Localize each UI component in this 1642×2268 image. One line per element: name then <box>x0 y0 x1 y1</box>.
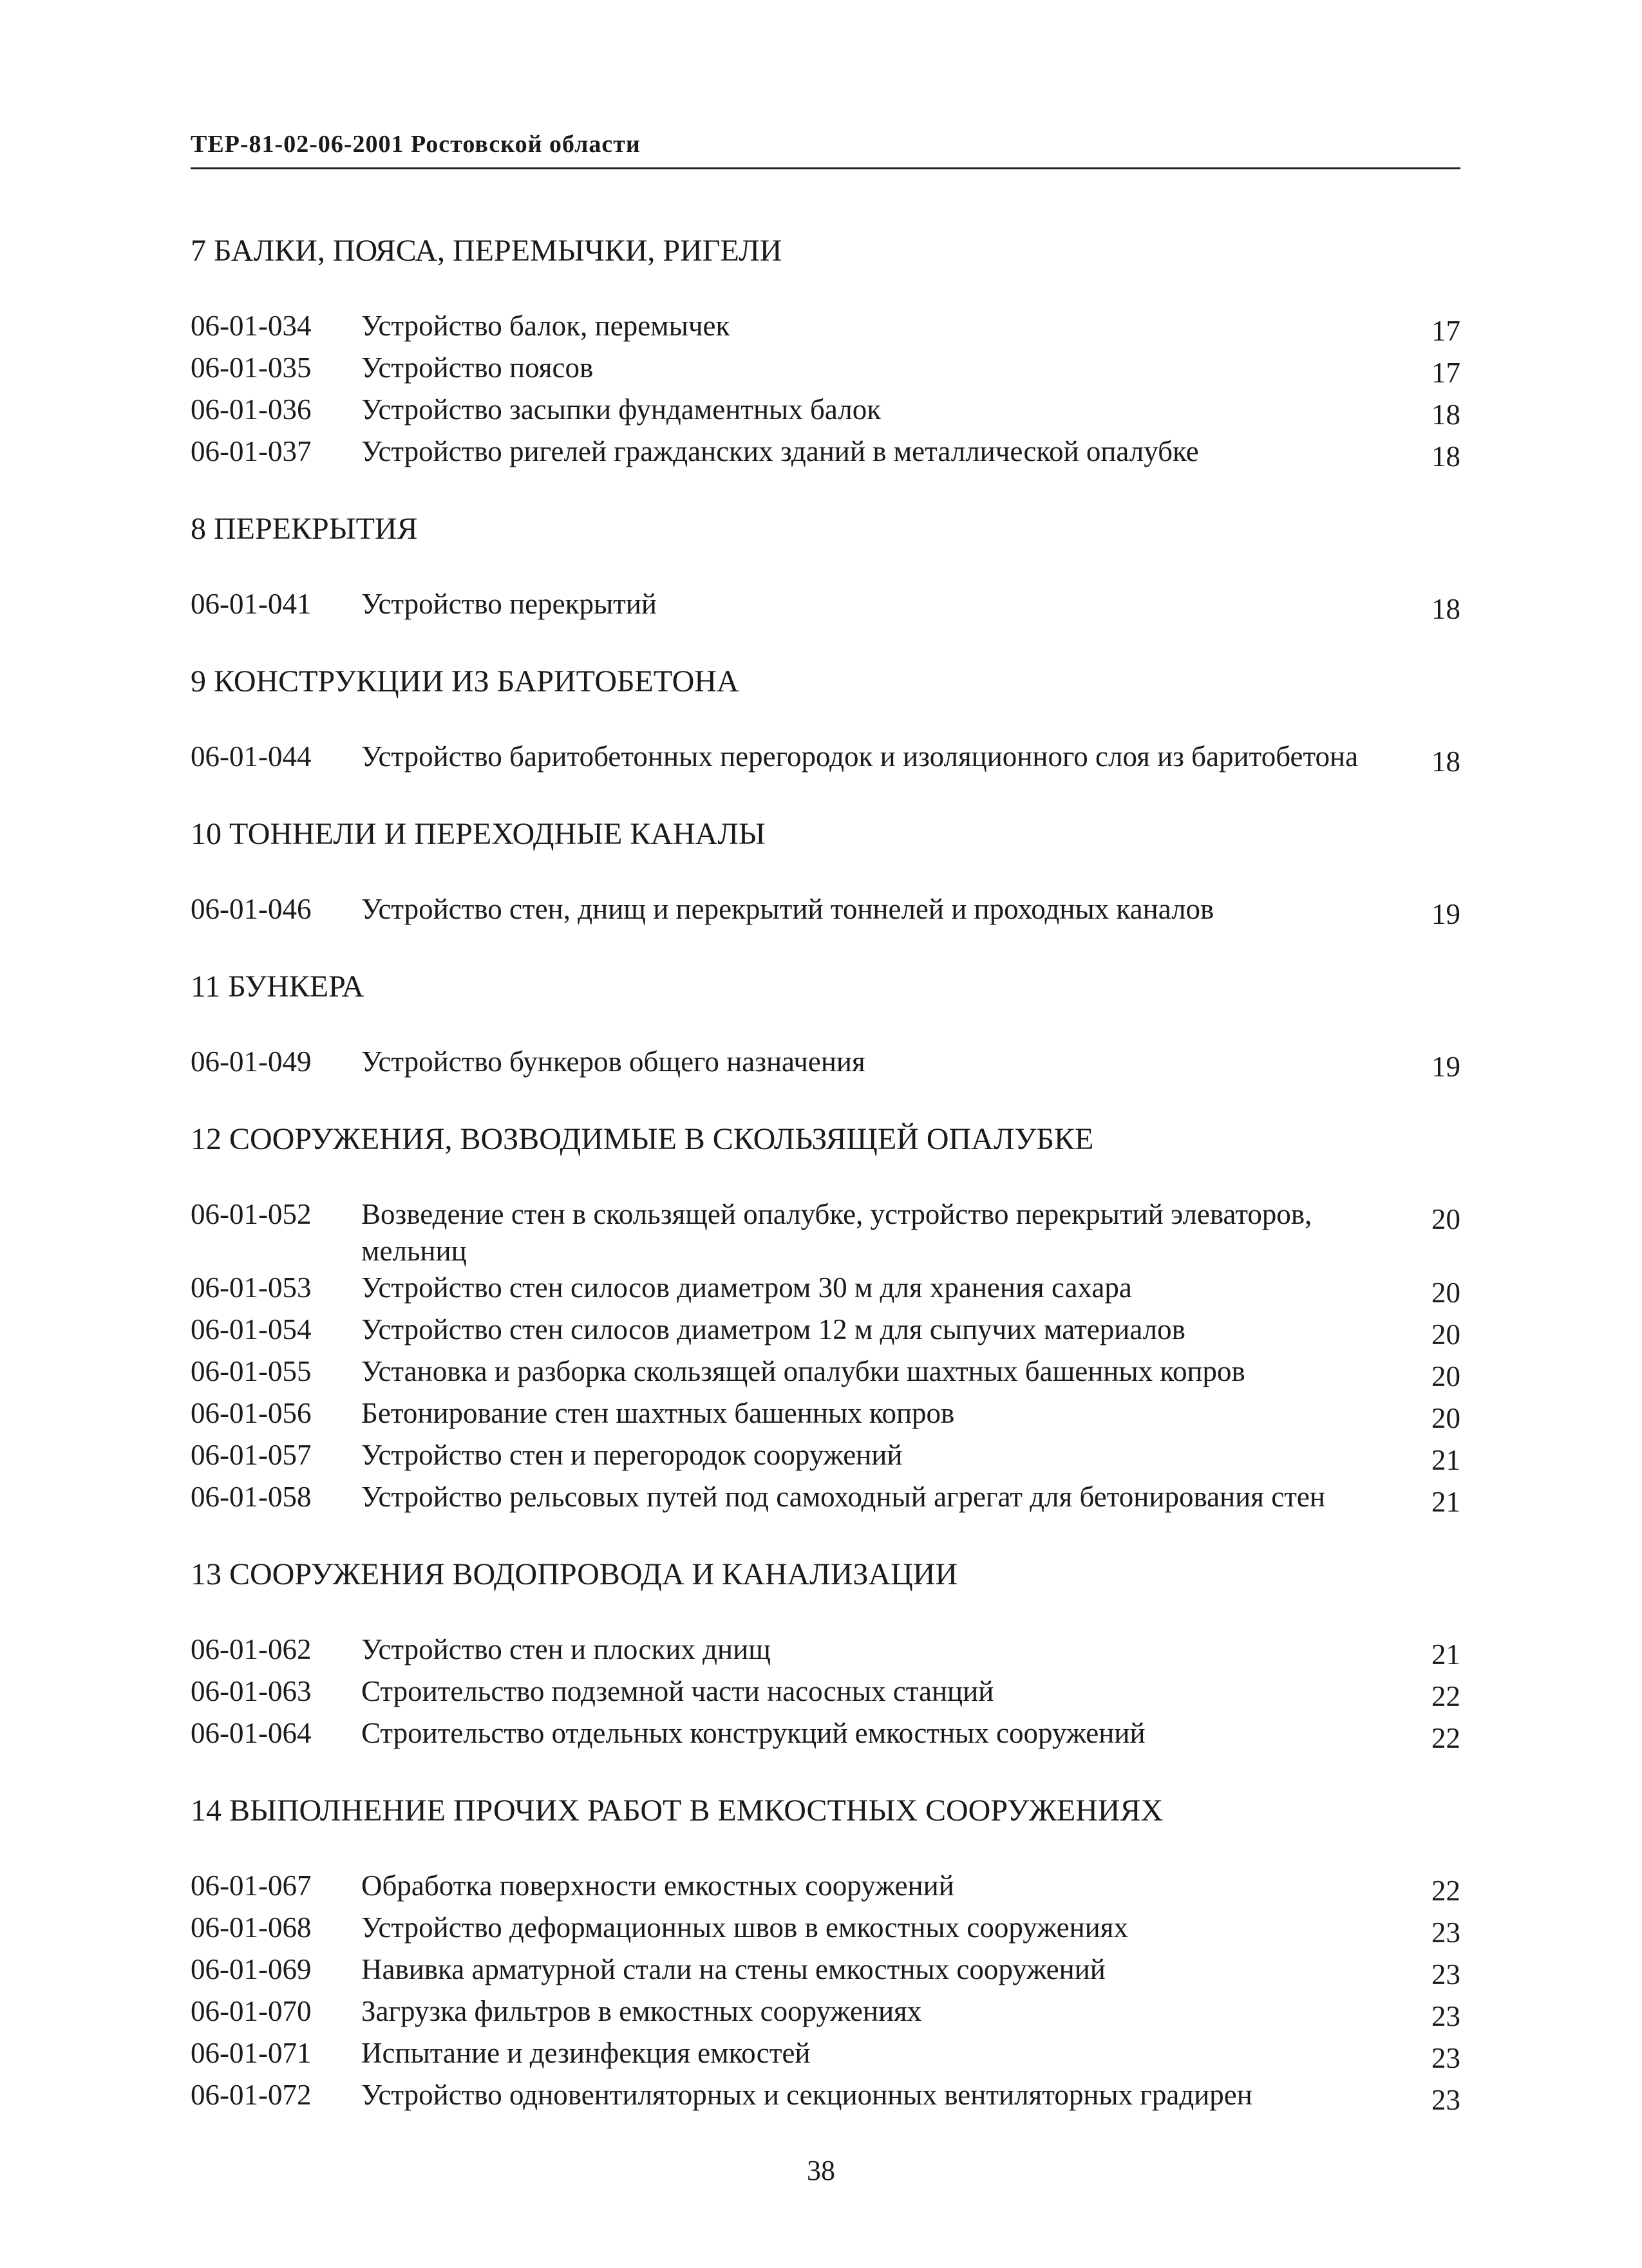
toc-code: 06-01-035 <box>191 351 312 384</box>
toc-title: Загрузка фильтров в емкостных сооружениях <box>361 1995 922 2027</box>
toc-page: 17 <box>1431 315 1460 347</box>
toc-code: 06-01-070 <box>191 1995 312 2027</box>
toc-row <box>191 1196 1460 1270</box>
toc-title: Устройство стен силосов диаметром 30 м для хранения сахара <box>361 1271 1132 1304</box>
toc-row <box>191 1673 1460 1715</box>
toc-row <box>191 433 1460 475</box>
toc-code: 06-01-037 <box>191 435 312 467</box>
toc-page: 20 <box>1431 1203 1460 1235</box>
toc-code: 06-01-072 <box>191 2079 312 2111</box>
toc-row <box>191 1951 1460 1993</box>
toc-title: Обработка поверхности емкостных сооружений <box>361 1870 954 1902</box>
section-rows <box>191 586 1460 628</box>
toc-title: Устройство стен силосов диаметром 12 м для сыпучих материалов <box>361 1313 1185 1345</box>
toc-page: 21 <box>1431 1638 1460 1671</box>
toc-row <box>191 1715 1460 1757</box>
section-title: 9 КОНСТРУКЦИИ ИЗ БАРИТОБЕТОНА <box>191 664 739 698</box>
section-title: 8 ПЕРЕКРЫТИЯ <box>191 512 418 546</box>
toc-code: 06-01-053 <box>191 1271 312 1304</box>
section-rows <box>191 738 1460 780</box>
toc-code: 06-01-062 <box>191 1633 312 1665</box>
toc-title: Устройство балок, перемычек <box>361 310 730 342</box>
toc-page: 20 <box>1431 1402 1460 1434</box>
toc-page: 23 <box>1431 1917 1460 1949</box>
toc-page: 23 <box>1431 2084 1460 2116</box>
toc-title: Устройство стен и плоских днищ <box>361 1633 771 1665</box>
toc-code: 06-01-069 <box>191 1953 312 1985</box>
toc-title: Устройство засыпки фундаментных балок <box>361 393 882 426</box>
toc-title: Устройство ригелей гражданских зданий в металлической опалубке <box>361 435 1199 467</box>
toc-page: 23 <box>1431 1958 1460 1991</box>
toc-title: Устройство перекрытий <box>361 588 657 620</box>
toc-title: Устройство стен, днищ и перекрытий тоннелей и проходных каналов <box>361 893 1214 925</box>
toc-title: Бетонирование стен шахтных башенных копров <box>361 1397 955 1429</box>
section-title: 13 СООРУЖЕНИЯ ВОДОПРОВОДА И КАНАЛИЗАЦИИ <box>191 1557 958 1591</box>
section-rows <box>191 308 1460 475</box>
toc-code: 06-01-058 <box>191 1481 312 1513</box>
toc-page: 20 <box>1431 1277 1460 1309</box>
toc-row <box>191 2077 1460 2119</box>
toc-row <box>191 391 1460 433</box>
toc-page: 20 <box>1431 1360 1460 1392</box>
header-title: ТЕР-81-02-06-2001 Ростовской области <box>191 131 641 158</box>
section-title: 7 БАЛКИ, ПОЯСА, ПЕРЕМЫЧКИ, РИГЕЛИ <box>191 234 782 268</box>
toc-row <box>191 1993 1460 2035</box>
toc-title: Испытание и дезинфекция емкостей <box>361 2037 811 2069</box>
toc-code: 06-01-036 <box>191 393 312 426</box>
toc-page: 21 <box>1431 1486 1460 1518</box>
toc-section <box>191 968 1460 1085</box>
toc-row <box>191 350 1460 391</box>
section-title: 11 БУНКЕРА <box>191 970 364 1004</box>
toc-page: 18 <box>1431 440 1460 473</box>
toc-page: 23 <box>1431 2000 1460 2032</box>
toc-code: 06-01-068 <box>191 1911 312 1944</box>
section-title: 12 СООРУЖЕНИЯ, ВОЗВОДИМЫЕ В СКОЛЬЗЯЩЕЙ ОПАЛУБКЕ <box>191 1122 1094 1156</box>
toc-title: Устройство бункеров общего назначения <box>361 1045 865 1078</box>
toc-page: 19 <box>1431 898 1460 930</box>
section-title: 14 ВЫПОЛНЕНИЕ ПРОЧИХ РАБОТ В ЕМКОСТНЫХ СООРУЖЕНИЯХ <box>191 1794 1164 1828</box>
toc-section <box>191 815 1460 933</box>
toc-code: 06-01-064 <box>191 1717 312 1749</box>
toc-code: 06-01-034 <box>191 310 312 342</box>
toc-page: 21 <box>1431 1444 1460 1476</box>
section-title: 10 ТОННЕЛИ И ПЕРЕХОДНЫЕ КАНАЛЫ <box>191 817 766 851</box>
toc-row <box>191 1353 1460 1395</box>
document-header <box>191 126 1460 169</box>
toc-row <box>191 891 1460 933</box>
toc-code: 06-01-063 <box>191 1675 312 1707</box>
section-rows <box>191 1631 1460 1757</box>
toc-page: 22 <box>1431 1875 1460 1907</box>
toc-title: Навивка арматурной стали на стены емкостных сооружений <box>361 1953 1106 1985</box>
toc-page: 19 <box>1431 1051 1460 1083</box>
toc-row <box>191 1270 1460 1311</box>
toc-code: 06-01-052 <box>191 1198 312 1230</box>
toc-section <box>191 1555 1460 1757</box>
toc-page: 23 <box>1431 2042 1460 2074</box>
section-rows <box>191 1196 1460 1521</box>
toc-row <box>191 1311 1460 1353</box>
toc-title: Строительство отдельных конструкций емкостных сооружений <box>361 1717 1146 1749</box>
toc-row <box>191 586 1460 628</box>
section-rows <box>191 1044 1460 1085</box>
toc-row <box>191 1909 1460 1951</box>
toc-page: 17 <box>1431 357 1460 389</box>
toc-title: Устройство рельсовых путей под самоходный агрегат для бетонирования стен <box>361 1481 1325 1513</box>
toc-title: Строительство подземной части насосных станций <box>361 1675 994 1707</box>
page-number: 38 <box>807 2155 835 2186</box>
toc-row <box>191 738 1460 780</box>
toc-title: Установка и разборка скользящей опалубки шахтных башенных копров <box>361 1355 1245 1387</box>
toc-code: 06-01-067 <box>191 1870 312 1902</box>
toc-row <box>191 1437 1460 1479</box>
toc-row <box>191 1631 1460 1673</box>
toc-row <box>191 1044 1460 1085</box>
toc-code: 06-01-046 <box>191 893 312 925</box>
toc-code: 06-01-054 <box>191 1313 312 1345</box>
toc-title: Устройство одновентиляторных и секционных вентиляторных градирен <box>361 2079 1252 2111</box>
table-of-contents <box>191 232 1460 2153</box>
toc-code: 06-01-049 <box>191 1045 312 1078</box>
toc-page: 22 <box>1431 1680 1460 1712</box>
toc-title: Устройство поясов <box>361 351 594 384</box>
toc-section <box>191 1120 1460 1521</box>
toc-row <box>191 308 1460 350</box>
toc-page: 18 <box>1431 398 1460 431</box>
toc-section <box>191 1792 1460 2119</box>
toc-row <box>191 1479 1460 1521</box>
toc-section <box>191 232 1460 475</box>
toc-row <box>191 1395 1460 1437</box>
toc-page: 20 <box>1431 1318 1460 1351</box>
toc-page: 18 <box>1431 745 1460 778</box>
toc-row <box>191 1868 1460 1909</box>
toc-section <box>191 662 1460 780</box>
section-rows <box>191 891 1460 933</box>
toc-section <box>191 510 1460 628</box>
toc-code: 06-01-071 <box>191 2037 312 2069</box>
toc-code: 06-01-055 <box>191 1355 312 1387</box>
toc-code: 06-01-044 <box>191 740 312 773</box>
toc-page: 22 <box>1431 1722 1460 1754</box>
toc-title: Возведение стен в скользящей опалубке, устройство перекрытий элеваторов, мельниц <box>361 1198 1312 1267</box>
toc-code: 06-01-057 <box>191 1439 312 1471</box>
toc-title: Устройство деформационных швов в емкостных сооружениях <box>361 1911 1128 1944</box>
toc-title: Устройство стен и перегородок сооружений <box>361 1439 903 1471</box>
section-rows <box>191 1868 1460 2119</box>
toc-row <box>191 2035 1460 2077</box>
toc-page: 18 <box>1431 593 1460 625</box>
toc-code: 06-01-056 <box>191 1397 312 1429</box>
toc-code: 06-01-041 <box>191 588 312 620</box>
toc-title: Устройство баритобетонных перегородок и изоляционного слоя из баритобетона <box>361 740 1359 773</box>
